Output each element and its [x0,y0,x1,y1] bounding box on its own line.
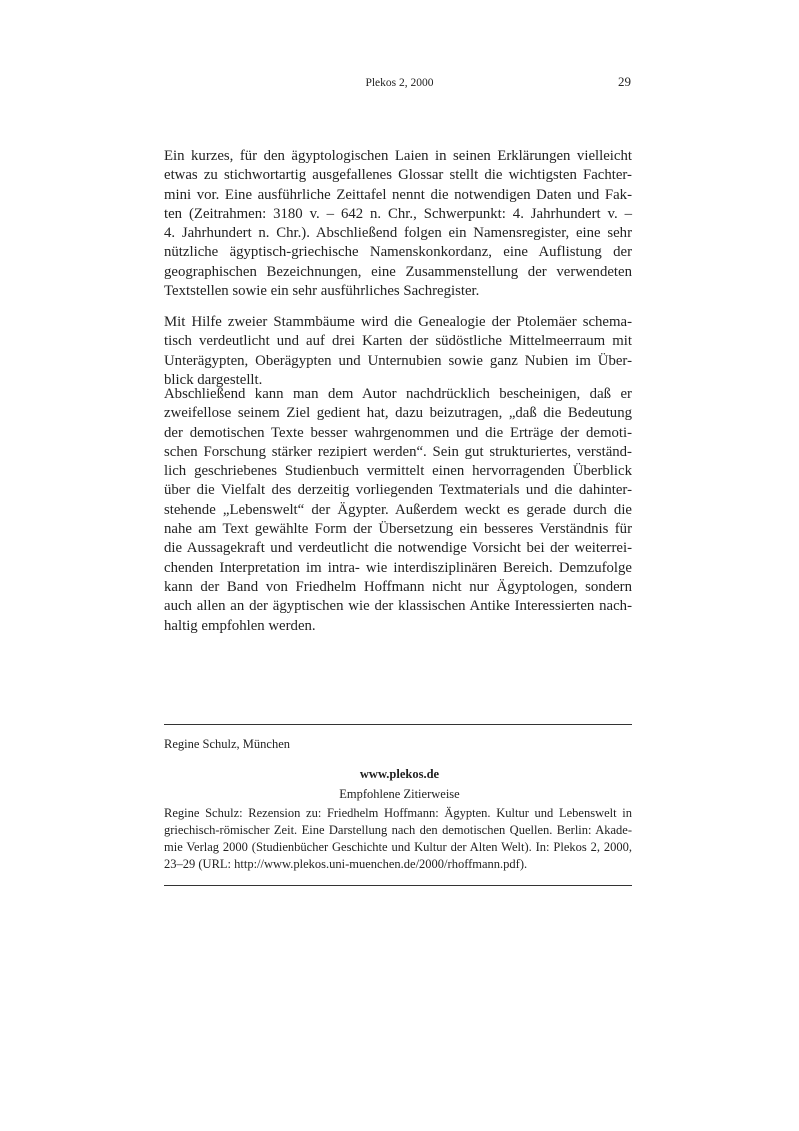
citation [164,805,632,873]
text-line: schen Forschung stärker rezipiert werden“. Sein gut strukturiertes, verständ- [164,443,632,460]
text-line: 4. Jahrhundert n. Chr.). Abschließend folgen ein Namensregister, eine sehr [164,225,632,242]
text-line: etwas zu stichwortartig ausgefallenes Glossar stellt die wichtigsten Fachter- [164,167,632,184]
citation-line: mie Verlag 2000 (Studienbücher Geschichte und Kultur der Alten Welt). In: Plekos 2, 2000, [164,840,632,854]
citation-heading: Empfohlene Zitierweise [339,787,460,801]
text-line: auch allen an der ägyptischen wie der klassischen Antike Interessierten nach- [164,598,632,615]
paragraph [164,385,632,636]
review-author: Regine Schulz, München [164,737,291,751]
text-line: blick dargestellt. [164,371,263,388]
text-line: Unterägypten, Oberägypten und Unternubien sowie ganz Nubien im Über- [164,352,632,369]
text-line: Ein kurzes, für den ägyptologischen Laien in seinen Erklärungen vielleicht [164,148,632,164]
text-line: chenden Interpretation im intra- wie interdisziplinären Bereich. Demzufolge [164,559,632,576]
text-line: haltig empfohlen werden. [164,617,316,634]
divider [164,885,632,886]
page-number: 29 [618,74,631,89]
text-line: zweifellose seinem Ziel gedient hat, dazu beizutragen, „daß die Bedeutung [164,405,632,422]
citation-line: Regine Schulz: Rezension zu: Friedhelm Hoffmann: Ägypten. Kultur und Lebenswelt in [164,806,632,820]
text-line: Textstellen sowie ein sehr ausführliches Sachregister. [164,283,480,300]
divider [164,724,632,725]
text-line: kann der Band von Friedhelm Hoffmann nicht nur Ägyptologen, sondern [164,578,632,595]
citation-line: 23–29 (URL: http://www.plekos.uni-muenchen.de/2000/rhoffmann.pdf). [164,857,528,871]
text-line: geographischen Bezeichnungen, eine Zusammenstellung der verwendeten [164,263,632,280]
running-header: Plekos 2, 2000 [365,77,434,89]
paragraph [164,313,632,390]
text-line: über die Vielfalt des derzeitig vorliegenden Textmaterials und die dahinter- [164,482,632,499]
text-line: lich geschriebenes Studienbuch vermittelt einen hervorragenden Überblick [164,463,632,480]
text-line: Abschließend kann man dem Autor nachdrücklich bescheinigen, daß er [164,386,632,402]
text-line: Mit Hilfe zweier Stammbäume wird die Genealogie der Ptolemäer schema- [164,314,632,330]
text-line: ten (Zeitrahmen: 3180 v. – 642 n. Chr., Schwerpunkt: 4. Jahrhundert v. – [164,205,632,222]
text-line: der demotischen Texte besser wahrgenommen und die Erträge der demoti- [164,424,632,441]
text-line: tisch verdeutlicht und auf drei Karten der südöstliche Mittelmeerraum mit [164,333,632,350]
text-line: mini vor. Eine ausführliche Zeittafel nennt die notwendigen Daten und Fak- [164,186,632,203]
text-line: stehende „Lebenswelt“ der Ägypter. Außerdem weckt es gerade durch die [164,501,632,518]
citation-line: griechisch-römischer Zeit. Eine Darstellung nach den demotischen Quellen. Berlin: Akade- [164,823,632,837]
text-line: nahe am Text gewählte Form der Übersetzung ein besseres Verständnis für [164,521,632,538]
text-line: die Aussagekraft und verdeutlicht die notwendige Vorsicht bei der weiterrei- [164,540,632,557]
text-line: nützliche ägyptisch-griechische Namenskonkordanz, eine Auflistung der [164,244,632,261]
paragraph [164,147,632,301]
site-link[interactable]: www.plekos.de [359,767,440,781]
